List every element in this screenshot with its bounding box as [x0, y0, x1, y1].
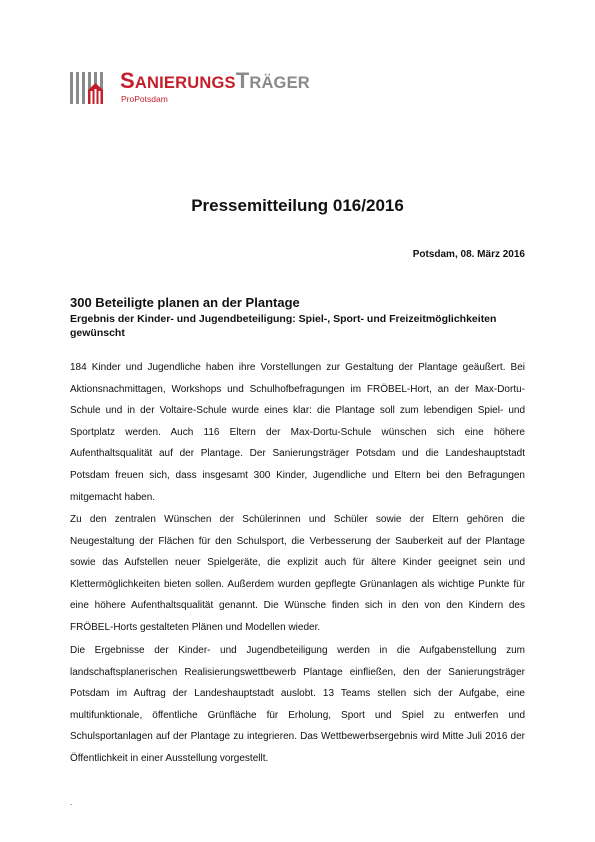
brand-name-initial-1: S — [120, 68, 135, 93]
press-release-title: Pressemitteilung 016/2016 — [191, 196, 404, 215]
brand-name — [120, 70, 310, 94]
brand-subname: ProPotsdam — [121, 94, 168, 104]
article-subheadline: Ergebnis der Kinder- und Jugendbeteiligung: Spiel-, Sport- und Freizeitmöglichkeiten gewünscht — [70, 313, 497, 339]
brand-name-initial-2: T — [235, 68, 250, 93]
sanierungstraeger-logo — [70, 70, 350, 106]
brand-name-part-1: ANIERUNGS — [134, 74, 236, 92]
article-headline: 300 Beteiligte planen an der Plantage — [70, 295, 300, 310]
body-paragraph-1: 184 Kinder und Jugendliche haben ihre Vorstellungen zur Gestaltung der Plantage geäußert. Bei Aktionsnachmittagen, Workshops und Schulhofbefragungen im FRÖBEL-Hort, an der Max-Dortu-Schule und in der Voltaire-Schule wurde eines klar: die Plantage soll zum lebendigen Spiel- und Sportplatz werden. Auch 116 Eltern der Max-Dortu-Schule wünschen sich eine höhere Aufenthaltsqualität auf der Plantage. Der Sanierungsträger Potsdam und die Landeshauptstadt Potsdam freuen sich, dass insgesamt 300 Kinder, Jugendliche und Eltern bei den Befragungen mitgemacht haben. — [70, 362, 525, 503]
building-bars-icon — [70, 70, 112, 104]
dateline: Potsdam, 08. März 2016 — [412, 249, 525, 260]
brand-name-part-2: RÄGER — [249, 74, 310, 92]
body-paragraph-2: Zu den zentralen Wünschen der Schülerinnen und Schüler sowie der Eltern gehören die Neugestaltung der Flächen für den Schulsport, die Verbesserung der Sauberkeit auf der Plantage sowie das Aufstellen neuer Spielgeräte, die explizit auch für ältere Kinder geeignet sein und Klettermöglichkeiten bieten sollen. Außerdem wurden gepflegte Grünanlagen als wichtige Punkte für eine höhere Aufenthaltsqualität genannt. Die Wünsche finden sich in den von den Kindern des FRÖBEL-Horts gestalteten Plänen und Modellen wieder. — [70, 514, 525, 633]
footnote-marker: . — [70, 798, 73, 807]
body-paragraph-3: Die Ergebnisse der Kinder- und Jugendbeteiligung werden in die Aufgabenstellung zum landschaftsplanerischen Realisierungswettbewerb Plantage einfließen, den der Sanierungsträger Potsdam im Auftrag der Landeshauptstadt auslobt. 13 Teams stellen sich der Aufgabe, eine multifunktionale, öffentliche Grünfläche für Erholung, Sport und Spiel zu entwerfen und Schulsportanlagen auf der Plantage zu integrieren. Das Wettbewerbsergebnis wird Mitte Juli 2016 der Öffentlichkeit in einer Ausstellung vorgestellt. — [70, 645, 525, 764]
